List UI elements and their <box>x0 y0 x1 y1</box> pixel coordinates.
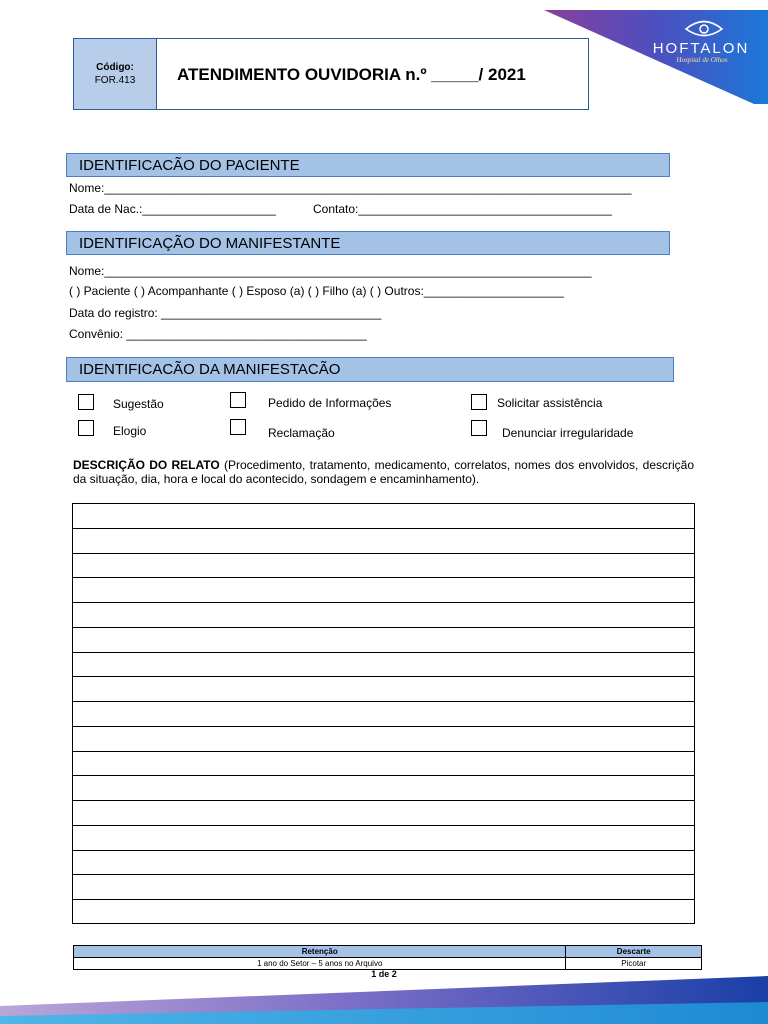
writing-line[interactable] <box>73 628 694 653</box>
writing-line[interactable] <box>73 727 694 752</box>
option-label-suggestion: Sugestão <box>113 397 164 411</box>
form-code-value: FOR.413 <box>94 75 136 86</box>
disposal-header: Descarte <box>566 946 702 958</box>
disposal-value: Picotar <box>566 958 702 970</box>
form-title: ATENDIMENTO OUVIDORIA n.º _____/ 2021 <box>177 65 526 84</box>
section-patient-header: IDENTIFICACÃO DO PACIENTE <box>66 153 670 177</box>
checkbox-information-request[interactable] <box>230 392 246 408</box>
writing-line[interactable] <box>73 603 694 628</box>
report-description-text: (Procedimento, tratamento, medicamento, correlatos, nomes dos envolvidos, descrição da situação, dia, hora e local do acontecido, sondagem e encaminhamento). <box>73 458 694 486</box>
retention-table-header <box>74 946 702 958</box>
registration-date-field[interactable]: Data do registro: _________________________________ <box>69 306 382 320</box>
report-writing-area[interactable] <box>72 503 695 924</box>
retention-value: 1 ano do Setor – 5 anos no Arquivo <box>74 958 566 970</box>
section-manifestation-header: IDENTIFICACÃO DA MANIFESTACÃO <box>66 357 674 382</box>
writing-line[interactable] <box>73 504 694 529</box>
writing-line[interactable] <box>73 801 694 826</box>
page-number: 1 de 2 <box>371 969 397 979</box>
checkbox-compliment[interactable] <box>78 420 94 436</box>
writing-line[interactable] <box>73 900 694 925</box>
patient-contact-field[interactable]: Contato:______________________________________ <box>313 202 612 216</box>
writing-line[interactable] <box>73 752 694 777</box>
writing-line[interactable] <box>73 578 694 603</box>
option-label-request-assistance: Solicitar assistência <box>497 396 603 410</box>
retention-header: Retenção <box>74 946 566 958</box>
writing-line[interactable] <box>73 702 694 727</box>
checkbox-suggestion[interactable] <box>78 394 94 410</box>
report-description-label: DESCRIÇÃO DO RELATO <box>73 458 220 472</box>
form-header <box>73 38 589 110</box>
brand-name: HOFTALON <box>652 40 750 57</box>
writing-line[interactable] <box>73 529 694 554</box>
option-label-report-irregularity: Denunciar irregularidade <box>502 426 634 440</box>
form-code-cell <box>74 39 157 109</box>
writing-line[interactable] <box>73 776 694 801</box>
option-label-complaint: Reclamação <box>268 426 335 440</box>
retention-table-row <box>74 958 702 970</box>
writing-line[interactable] <box>73 677 694 702</box>
complainant-relation-options[interactable]: ( ) Paciente ( ) Acompanhante ( ) Esposo (a) ( ) Filho (a) ( ) Outros:_____________________ <box>69 284 564 298</box>
section-complainant-header: IDENTIFICAÇÃO DO MANIFESTANTE <box>66 231 670 255</box>
insurance-field[interactable]: Convênio: ____________________________________ <box>69 327 367 341</box>
complainant-name-field[interactable]: Nome:_________________________________________________________________________ <box>69 264 592 278</box>
eye-logo-icon <box>684 18 724 40</box>
checkbox-complaint[interactable] <box>230 419 246 435</box>
checkbox-request-assistance[interactable] <box>471 394 487 410</box>
retention-table <box>73 945 702 970</box>
writing-line[interactable] <box>73 653 694 678</box>
patient-dob-field[interactable]: Data de Nac.:____________________ <box>69 202 276 216</box>
writing-line[interactable] <box>73 554 694 579</box>
option-label-compliment: Elogio <box>113 424 147 438</box>
patient-name-field[interactable]: Nome:_______________________________________________________________________________ <box>69 181 632 195</box>
writing-line[interactable] <box>73 826 694 851</box>
footer-banner <box>0 972 768 1024</box>
form-code-label: Código: <box>96 62 134 73</box>
checkbox-report-irregularity[interactable] <box>471 420 487 436</box>
report-description <box>73 458 694 486</box>
writing-line[interactable] <box>73 875 694 900</box>
option-label-information-request: Pedido de Informações <box>268 396 392 410</box>
brand-tagline: Hospital de Olhos <box>676 56 728 64</box>
writing-line[interactable] <box>73 851 694 876</box>
